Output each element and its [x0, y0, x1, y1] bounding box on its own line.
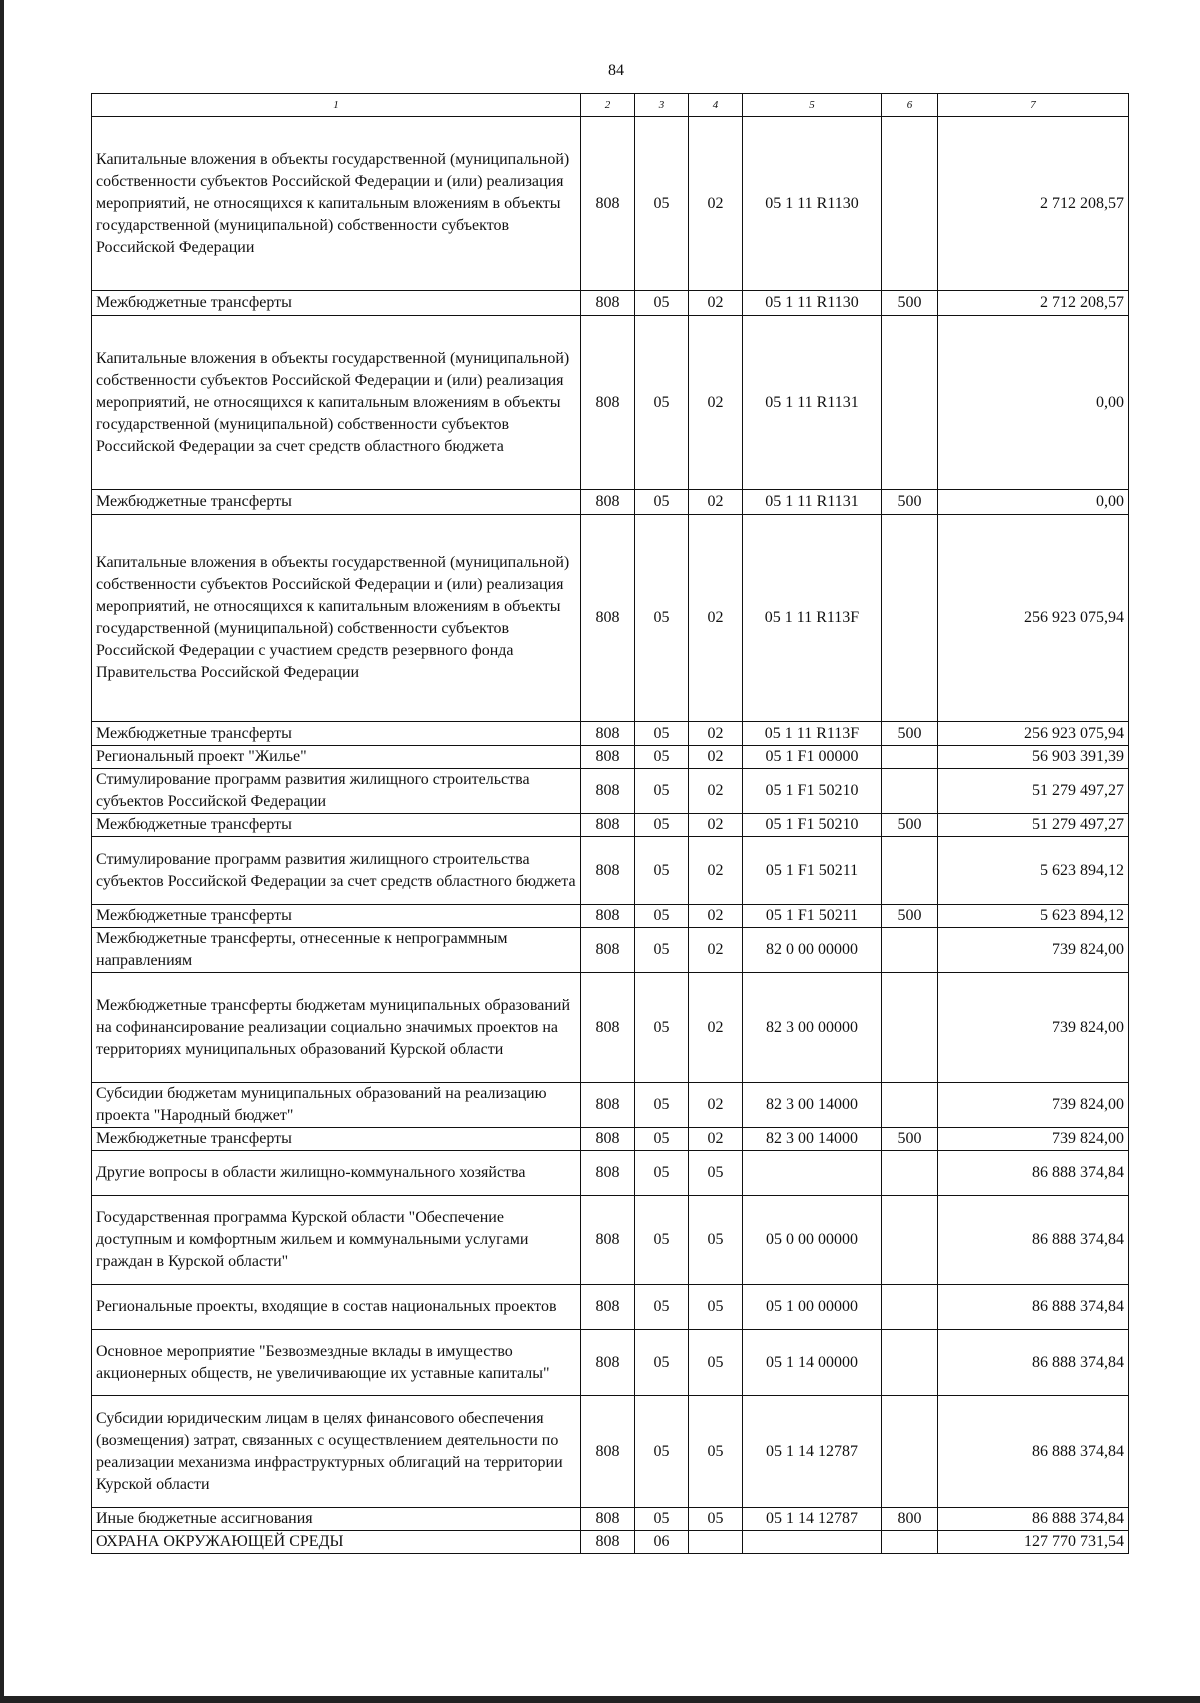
- row-sum-cell: 739 824,00: [938, 1083, 1129, 1128]
- row-name-cell: Капитальные вложения в объекты государственной (муниципальной) собственности субъектов Российской Федерации и (или) реализация мероприятий, не относящихся к капитальным вложениям в объекты государственной (муниципальной) собственности субъектов Российской Федерации с участием средств резервного фонда Правительства Российской Федерации: [92, 515, 581, 722]
- row-sum-cell: 127 770 731,54: [938, 1531, 1129, 1554]
- row-sum-cell: 0,00: [938, 490, 1129, 515]
- row-csr-cell: 05 1 14 12787: [743, 1396, 882, 1508]
- row-sum-cell: 86 888 374,84: [938, 1396, 1129, 1508]
- row-vr-cell: [882, 1285, 938, 1330]
- table-row: [92, 1196, 1129, 1285]
- table-row: [92, 1330, 1129, 1396]
- row-csr-cell: 05 1 11 R1131: [743, 490, 882, 515]
- row-vr-cell: [882, 973, 938, 1083]
- row-pr-cell: 02: [689, 291, 743, 316]
- header-col-3: 3: [635, 94, 689, 117]
- row-sum-cell: 2 712 208,57: [938, 291, 1129, 316]
- row-csr-cell: 05 1 F1 50211: [743, 905, 882, 928]
- row-ved-cell: 808: [581, 316, 635, 490]
- table-row: [92, 1396, 1129, 1508]
- row-rz-cell: 05: [635, 928, 689, 973]
- row-ved-cell: 808: [581, 837, 635, 905]
- table-row: [92, 1285, 1129, 1330]
- row-pr-cell: 02: [689, 1083, 743, 1128]
- row-vr-cell: 500: [882, 490, 938, 515]
- header-col-4: 4: [689, 94, 743, 117]
- row-pr-cell: 02: [689, 837, 743, 905]
- row-vr-cell: 800: [882, 1508, 938, 1531]
- row-rz-cell: 06: [635, 1531, 689, 1554]
- row-sum-cell: 51 279 497,27: [938, 769, 1129, 814]
- row-pr-cell: 02: [689, 746, 743, 769]
- page-number: 84: [608, 62, 624, 79]
- row-vr-cell: [882, 316, 938, 490]
- row-vr-cell: [882, 117, 938, 291]
- row-pr-cell: 02: [689, 515, 743, 722]
- row-rz-cell: 05: [635, 117, 689, 291]
- row-rz-cell: 05: [635, 1330, 689, 1396]
- row-sum-cell: 56 903 391,39: [938, 746, 1129, 769]
- row-vr-cell: [882, 1396, 938, 1508]
- scan-edge-left: [0, 0, 4, 1703]
- row-rz-cell: 05: [635, 515, 689, 722]
- row-ved-cell: 808: [581, 928, 635, 973]
- table-row: [92, 1083, 1129, 1128]
- row-ved-cell: 808: [581, 1083, 635, 1128]
- table-row: [92, 117, 1129, 291]
- row-pr-cell: 02: [689, 1128, 743, 1151]
- row-rz-cell: 05: [635, 1508, 689, 1531]
- row-rz-cell: 05: [635, 1285, 689, 1330]
- row-name-cell: Другие вопросы в области жилищно-коммунального хозяйства: [92, 1151, 581, 1196]
- table-header-row: [92, 94, 1129, 117]
- row-csr-cell: 82 3 00 14000: [743, 1128, 882, 1151]
- row-name-cell: Региональные проекты, входящие в состав национальных проектов: [92, 1285, 581, 1330]
- row-name-cell: Межбюджетные трансферты: [92, 291, 581, 316]
- row-rz-cell: 05: [635, 769, 689, 814]
- row-csr-cell: 05 1 11 R113F: [743, 515, 882, 722]
- row-csr-cell: 05 1 F1 50210: [743, 814, 882, 837]
- table-row: [92, 837, 1129, 905]
- table-row: [92, 905, 1129, 928]
- table-row: [92, 490, 1129, 515]
- row-ved-cell: 808: [581, 490, 635, 515]
- row-pr-cell: 05: [689, 1196, 743, 1285]
- header-col-1: 1: [92, 94, 581, 117]
- row-ved-cell: 808: [581, 905, 635, 928]
- table-row: [92, 291, 1129, 316]
- row-name-cell: Стимулирование программ развития жилищного строительства субъектов Российской Федерации: [92, 769, 581, 814]
- row-vr-cell: [882, 837, 938, 905]
- row-name-cell: Стимулирование программ развития жилищного строительства субъектов Российской Федерации за счет средств областного бюджета: [92, 837, 581, 905]
- row-vr-cell: [882, 1531, 938, 1554]
- row-pr-cell: 05: [689, 1285, 743, 1330]
- header-col-6: 6: [882, 94, 938, 117]
- row-vr-cell: [882, 515, 938, 722]
- row-name-cell: Межбюджетные трансферты: [92, 814, 581, 837]
- row-rz-cell: 05: [635, 1196, 689, 1285]
- table-row: [92, 1128, 1129, 1151]
- row-ved-cell: 808: [581, 1151, 635, 1196]
- table-row: [92, 973, 1129, 1083]
- table-row: [92, 928, 1129, 973]
- row-csr-cell: [743, 1151, 882, 1196]
- row-rz-cell: 05: [635, 490, 689, 515]
- row-name-cell: Межбюджетные трансферты: [92, 722, 581, 746]
- row-rz-cell: 05: [635, 814, 689, 837]
- table-row: [92, 1508, 1129, 1531]
- row-pr-cell: 02: [689, 973, 743, 1083]
- row-sum-cell: 2 712 208,57: [938, 117, 1129, 291]
- row-csr-cell: 82 3 00 00000: [743, 973, 882, 1083]
- row-sum-cell: 86 888 374,84: [938, 1151, 1129, 1196]
- table-row: [92, 746, 1129, 769]
- row-pr-cell: 02: [689, 722, 743, 746]
- row-rz-cell: 05: [635, 722, 689, 746]
- row-csr-cell: 05 1 F1 00000: [743, 746, 882, 769]
- row-vr-cell: [882, 1330, 938, 1396]
- row-ved-cell: 808: [581, 1330, 635, 1396]
- row-sum-cell: 739 824,00: [938, 973, 1129, 1083]
- row-name-cell: Региональный проект "Жилье": [92, 746, 581, 769]
- row-vr-cell: [882, 1083, 938, 1128]
- row-sum-cell: 86 888 374,84: [938, 1196, 1129, 1285]
- row-ved-cell: 808: [581, 117, 635, 291]
- row-ved-cell: 808: [581, 722, 635, 746]
- row-rz-cell: 05: [635, 316, 689, 490]
- table-row: [92, 814, 1129, 837]
- row-csr-cell: 05 0 00 00000: [743, 1196, 882, 1285]
- row-name-cell: Межбюджетные трансферты: [92, 1128, 581, 1151]
- table-row: [92, 722, 1129, 746]
- row-vr-cell: 500: [882, 905, 938, 928]
- row-sum-cell: 86 888 374,84: [938, 1285, 1129, 1330]
- row-sum-cell: 256 923 075,94: [938, 515, 1129, 722]
- table-row: [92, 316, 1129, 490]
- row-sum-cell: 86 888 374,84: [938, 1330, 1129, 1396]
- row-vr-cell: [882, 769, 938, 814]
- row-pr-cell: 02: [689, 928, 743, 973]
- row-pr-cell: [689, 1531, 743, 1554]
- row-pr-cell: 02: [689, 316, 743, 490]
- header-col-7: 7: [938, 94, 1129, 117]
- row-vr-cell: [882, 928, 938, 973]
- row-rz-cell: 05: [635, 1396, 689, 1508]
- row-rz-cell: 05: [635, 291, 689, 316]
- row-sum-cell: 5 623 894,12: [938, 905, 1129, 928]
- row-pr-cell: 05: [689, 1330, 743, 1396]
- row-pr-cell: 05: [689, 1151, 743, 1196]
- row-name-cell: ОХРАНА ОКРУЖАЮЩЕЙ СРЕДЫ: [92, 1531, 581, 1554]
- row-ved-cell: 808: [581, 814, 635, 837]
- row-vr-cell: 500: [882, 1128, 938, 1151]
- row-name-cell: Межбюджетные трансферты: [92, 905, 581, 928]
- row-name-cell: Государственная программа Курской области "Обеспечение доступным и комфортным жильем и коммунальными услугами граждан в Курской области": [92, 1196, 581, 1285]
- row-sum-cell: 0,00: [938, 316, 1129, 490]
- row-rz-cell: 05: [635, 837, 689, 905]
- table-row: [92, 1151, 1129, 1196]
- table-row: [92, 1531, 1129, 1554]
- row-vr-cell: [882, 1151, 938, 1196]
- row-pr-cell: 02: [689, 905, 743, 928]
- budget-table: [91, 93, 1129, 1554]
- row-ved-cell: 808: [581, 1396, 635, 1508]
- row-pr-cell: 05: [689, 1396, 743, 1508]
- row-name-cell: Межбюджетные трансферты, отнесенные к непрограммным направлениям: [92, 928, 581, 973]
- row-csr-cell: 05 1 F1 50210: [743, 769, 882, 814]
- row-name-cell: Межбюджетные трансферты бюджетам муниципальных образований на софинансирование реализации социально значимых проектов на территориях муниципальных образований Курской области: [92, 973, 581, 1083]
- row-ved-cell: 808: [581, 1128, 635, 1151]
- row-vr-cell: 500: [882, 291, 938, 316]
- row-vr-cell: [882, 746, 938, 769]
- row-sum-cell: 5 623 894,12: [938, 837, 1129, 905]
- row-csr-cell: 05 1 14 12787: [743, 1508, 882, 1531]
- row-sum-cell: 51 279 497,27: [938, 814, 1129, 837]
- row-name-cell: Капитальные вложения в объекты государственной (муниципальной) собственности субъектов Российской Федерации и (или) реализация мероприятий, не относящихся к капитальным вложениям в объекты государственной (муниципальной) собственности субъектов Российской Федерации: [92, 117, 581, 291]
- row-pr-cell: 02: [689, 769, 743, 814]
- row-sum-cell: 739 824,00: [938, 928, 1129, 973]
- header-col-5: 5: [743, 94, 882, 117]
- row-vr-cell: 500: [882, 722, 938, 746]
- row-name-cell: Основное мероприятие "Безвозмездные вклады в имущество акционерных обществ, не увеличивающие их уставные капиталы": [92, 1330, 581, 1396]
- row-csr-cell: 05 1 11 R1130: [743, 291, 882, 316]
- row-name-cell: Капитальные вложения в объекты государственной (муниципальной) собственности субъектов Российской Федерации и (или) реализация мероприятий, не относящихся к капитальным вложениям в объекты государственной (муниципальной) собственности субъектов Российской Федерации за счет средств областного бюджета: [92, 316, 581, 490]
- row-pr-cell: 05: [689, 1508, 743, 1531]
- row-csr-cell: 05 1 11 R1131: [743, 316, 882, 490]
- row-csr-cell: 82 0 00 00000: [743, 928, 882, 973]
- row-rz-cell: 05: [635, 973, 689, 1083]
- row-pr-cell: 02: [689, 490, 743, 515]
- row-rz-cell: 05: [635, 1151, 689, 1196]
- row-ved-cell: 808: [581, 1508, 635, 1531]
- row-ved-cell: 808: [581, 769, 635, 814]
- row-name-cell: Субсидии юридическим лицам в целях финансового обеспечения (возмещения) затрат, связанных с осуществлением деятельности по реализации механизма инфраструктурных облигаций на территории Курской области: [92, 1396, 581, 1508]
- row-csr-cell: 05 1 14 00000: [743, 1330, 882, 1396]
- row-ved-cell: 808: [581, 1285, 635, 1330]
- row-ved-cell: 808: [581, 515, 635, 722]
- row-sum-cell: 256 923 075,94: [938, 722, 1129, 746]
- row-ved-cell: 808: [581, 1531, 635, 1554]
- row-ved-cell: 808: [581, 291, 635, 316]
- row-rz-cell: 05: [635, 1083, 689, 1128]
- row-vr-cell: 500: [882, 814, 938, 837]
- row-rz-cell: 05: [635, 1128, 689, 1151]
- row-sum-cell: 739 824,00: [938, 1128, 1129, 1151]
- row-csr-cell: 05 1 00 00000: [743, 1285, 882, 1330]
- row-rz-cell: 05: [635, 746, 689, 769]
- row-name-cell: Субсидии бюджетам муниципальных образований на реализацию проекта "Народный бюджет": [92, 1083, 581, 1128]
- row-ved-cell: 808: [581, 746, 635, 769]
- row-pr-cell: 02: [689, 117, 743, 291]
- row-csr-cell: 05 1 11 R113F: [743, 722, 882, 746]
- table-row: [92, 515, 1129, 722]
- scan-edge-bottom: [0, 1696, 1200, 1703]
- row-csr-cell: 82 3 00 14000: [743, 1083, 882, 1128]
- row-ved-cell: 808: [581, 1196, 635, 1285]
- row-pr-cell: 02: [689, 814, 743, 837]
- table-row: [92, 769, 1129, 814]
- row-vr-cell: [882, 1196, 938, 1285]
- row-name-cell: Иные бюджетные ассигнования: [92, 1508, 581, 1531]
- row-ved-cell: 808: [581, 973, 635, 1083]
- table-body: [92, 117, 1129, 1554]
- row-name-cell: Межбюджетные трансферты: [92, 490, 581, 515]
- header-col-2: 2: [581, 94, 635, 117]
- row-csr-cell: 05 1 11 R1130: [743, 117, 882, 291]
- row-rz-cell: 05: [635, 905, 689, 928]
- row-csr-cell: 05 1 F1 50211: [743, 837, 882, 905]
- row-sum-cell: 86 888 374,84: [938, 1508, 1129, 1531]
- row-csr-cell: [743, 1531, 882, 1554]
